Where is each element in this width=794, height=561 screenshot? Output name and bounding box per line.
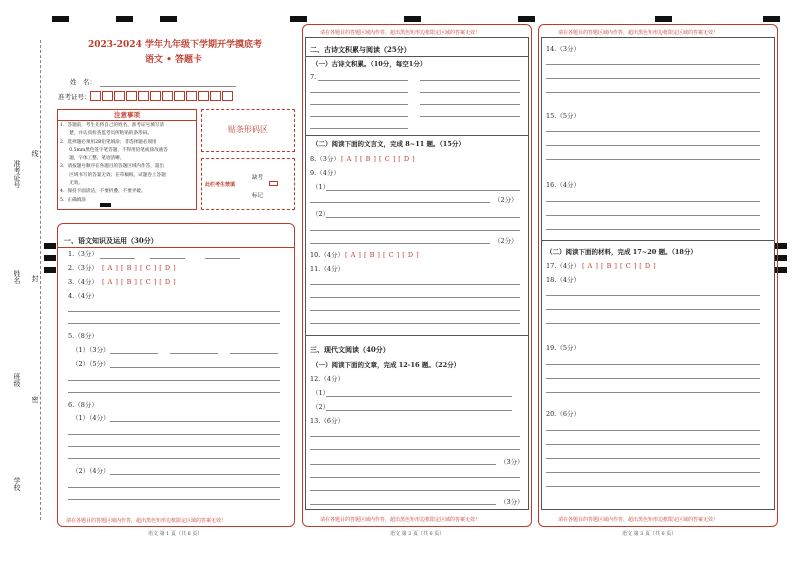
answer-line[interactable] [546,229,760,230]
page-footer: 语文 第 1 页（共 6 页） [148,531,203,537]
warning-text: 请在各题目的答题区域内作答，超出黑色矩形边框限定区域的答案无效！ [320,517,481,523]
answer-line[interactable] [68,380,280,381]
side-label-line: 线 [31,150,39,157]
answer-line[interactable] [546,131,760,132]
score-3: （3分） [500,498,524,506]
answer-line[interactable] [310,297,520,298]
q6-1-label: （1）（4分） [72,414,110,422]
inner-box [305,37,529,510]
q5-1-blank[interactable] [170,353,218,354]
answer-line[interactable] [546,64,760,65]
answer-line[interactable] [310,490,520,491]
q14-label: 14.（3分） [546,45,580,53]
answer-line[interactable] [310,449,520,450]
timing-mark [160,16,177,22]
answer-line[interactable] [310,436,520,437]
q5-1-label: （1）（3分） [72,346,110,354]
timing-mark [290,16,307,22]
answer-line[interactable] [546,323,760,324]
timing-mark [518,16,535,22]
notice-title: 注意事项 [57,110,197,121]
q9-label: 9.（4分） [310,169,340,177]
q10-options[interactable]: [ A ] [ B ] [ C ] [ D ] [345,251,420,259]
side-label-secret: 密 [31,396,39,403]
answer-line[interactable] [546,392,760,393]
answer-line[interactable] [546,444,760,445]
timing-mark [44,243,56,249]
page-footer: 语文 第 3 页（共 6 页） [622,531,677,537]
section2-title: 二、古诗文积累与阅读（25分） [310,45,411,54]
q7-blank[interactable] [310,116,408,117]
side-label-ticket: 准考证号 [13,160,21,188]
page-footer: 语文 第 2 页（共 6 页） [390,531,445,537]
answer-line[interactable] [546,486,760,487]
warning-text: 请在各题目的答题区域内作答，超出黑色矩形边框限定区域的答案无效！ [558,30,719,36]
q5-label: 5.（8分） [68,332,98,340]
binding-line [40,40,41,520]
absent-forbidden-label: 此栏考生禁填 [205,182,236,188]
q12-2-label: （2） [312,403,330,411]
answer-line[interactable] [546,309,760,310]
section2-rule [306,56,528,57]
section-divider [542,240,774,241]
side-label-seal: 封 [31,275,39,282]
q7-blank[interactable] [420,104,520,105]
section1-title: 一、语文知识及运用（30分） [64,236,158,245]
q1-blank[interactable] [205,258,240,259]
answer-line[interactable] [68,458,280,459]
score-2: （2分） [494,196,518,204]
q7-blank[interactable] [420,116,520,117]
sub1-title: （一）古诗文积累。（10分，每空1分） [312,60,427,68]
exam-title: 2023-2024 学年九年级下学期开学摸底考 [88,40,262,50]
warning-text: 请在各题目的答题区域内作答，超出黑色矩形边框限定区域的答案无效！ [66,518,227,524]
q1-label: 1.（3分） [68,250,98,258]
answer-line[interactable] [546,159,760,160]
sub3-title: （一）阅读下面的文章，完成 12-16 题。（22分） [312,361,461,369]
q7-blank[interactable] [310,128,408,129]
timing-mark [763,16,780,22]
q8-label: 8.（3分） [310,155,340,163]
q3-label: 3.（4分） [68,278,98,286]
inner-box [541,37,775,510]
q16-label: 16.（4分） [546,181,580,189]
answer-line[interactable] [546,215,760,216]
side-label-name: 姓名 [13,270,21,284]
absent-checkbox[interactable] [269,181,278,186]
answer-line[interactable] [546,364,760,365]
q9-2-label: （2） [312,210,330,218]
timing-mark [116,16,133,22]
answer-line[interactable] [546,92,760,93]
q7-blank[interactable] [318,80,408,81]
answer-line[interactable] [546,472,760,473]
notice-items: 1．答题前，考生先将自己的姓名，准考证号填写清 楚，并认真检查监考员所粘贴的条形码。 2．选择题必须用2B铅笔填涂；非选择题必须用 0.5mm黑色签字笔答题，不得用铅笔或涂改液答 题，字体工整、笔迹清晰。 3．请按题号顺序在各题目的答题区域内作答，超出 区域书写的答案无效；在草稿纸、试题卷上答题 无效。 4．保持卡面清洁，不要折叠、不要弄破。 5．正确填涂 [60,123,168,203]
answer-line[interactable] [326,410,512,411]
answer-line[interactable] [310,202,490,203]
side-label-school: 学校 [13,477,21,491]
fill-sample [100,203,111,207]
answer-line[interactable] [310,243,490,244]
timing-mark [44,267,56,273]
answer-line[interactable] [546,458,760,459]
q5-1-blank[interactable] [230,353,278,354]
answer-line[interactable] [110,367,280,368]
answer-line[interactable] [546,295,760,296]
ticket-label: 准考证号： [58,93,91,101]
section-divider [306,335,528,336]
q4-label: 4.（4分） [68,292,98,300]
score-3: （3分） [500,458,524,466]
answer-line[interactable] [310,504,496,505]
q7-label: 7. [310,73,317,81]
q13-label: 13.（6分） [310,417,344,425]
answer-line[interactable] [110,421,280,422]
timing-mark [44,255,56,261]
answer-line[interactable] [310,477,520,478]
answer-line[interactable] [68,487,280,488]
q2-options[interactable]: [ A ] [ B ] [ C ] [ D ] [102,264,177,272]
warning-text: 请在各题目的答题区域内作答，超出黑色矩形边框限定区域的答案无效！ [558,517,719,523]
q15-label: 15.（5分） [546,112,580,120]
answer-line[interactable] [546,378,760,379]
answer-line[interactable] [326,396,512,397]
q8-options[interactable]: [ A ] [ B ] [ C ] [ D ] [341,155,416,163]
answer-line[interactable] [110,474,280,475]
answer-line[interactable] [326,190,520,191]
q6-2-label: （2）（4分） [72,467,110,475]
q12-1-label: （1） [312,389,330,397]
answer-line[interactable] [546,430,760,431]
score-2: （2分） [494,237,518,245]
answer-line[interactable] [310,230,520,231]
answer-line[interactable] [68,499,280,500]
section1-rule [58,247,294,248]
q3-options[interactable]: [ A ] [ B ] [ C ] [ D ] [102,278,177,286]
answer-line[interactable] [310,323,520,324]
answer-line[interactable] [546,145,760,146]
timing-mark [655,16,672,22]
exam-subtitle: 语文 • 答题卡 [145,55,203,65]
answer-line[interactable] [546,201,760,202]
timing-mark [52,16,69,22]
answer-line[interactable] [326,217,520,218]
absent-label: 缺考 [252,175,264,181]
ticket-number-boxes[interactable] [90,91,240,101]
q2-label: 2.（3分） [68,264,98,272]
q17-options[interactable]: [ A ] [ B ] [ C ] [ D ] [582,262,657,270]
q1-blank[interactable] [100,258,135,259]
q12-label: 12.（4分） [310,375,344,383]
section3-title: 三、现代文阅读（40分） [310,345,390,354]
absent-mark-label: 标记 [252,193,264,199]
q7-blank[interactable] [420,80,520,81]
warning-text: 请在各题目的答题区域内作答，超出黑色矩形边框限定区域的答案无效！ [320,30,481,36]
answer-line[interactable] [546,78,760,79]
q18-label: 18.（4分） [546,276,580,284]
q1-blank[interactable] [150,258,185,259]
section-divider [306,135,528,136]
q19-label: 19.（5分） [546,344,580,352]
q7-blank[interactable] [420,92,520,93]
side-label-class: 班级 [13,373,21,387]
sub2-title: （二）阅读下面的文言文，完成 8~11 题。（15分） [312,140,465,148]
q5-1-blank[interactable] [110,353,158,354]
answer-line[interactable] [68,434,280,435]
answer-line[interactable] [68,446,280,447]
timing-mark [404,16,421,22]
q5-2-label: （2）（5分） [72,360,110,368]
q11-label: 11.（4分） [310,265,344,273]
q20-label: 20.（6分） [546,410,580,418]
answer-line[interactable] [68,392,280,393]
q7-blank[interactable] [310,104,408,105]
answer-line[interactable] [310,310,520,311]
q6-label: 6.（8分） [68,401,98,409]
barcode-label: 贴条形码区 [228,125,268,134]
answer-line[interactable] [68,311,280,312]
q9-1-label: （1） [312,183,330,191]
sub4-title: （二）阅读下面的材料，完成 17~20 题。（18分） [546,248,697,256]
q17-label: 17.（4分） [546,262,580,270]
q7-blank[interactable] [310,92,408,93]
q10-label: 10.（4分） [310,251,344,259]
answer-line[interactable] [68,323,280,324]
answer-line[interactable] [310,284,520,285]
answer-line[interactable] [310,464,496,465]
name-label: 姓 名： [70,78,96,86]
name-field[interactable] [100,86,236,87]
